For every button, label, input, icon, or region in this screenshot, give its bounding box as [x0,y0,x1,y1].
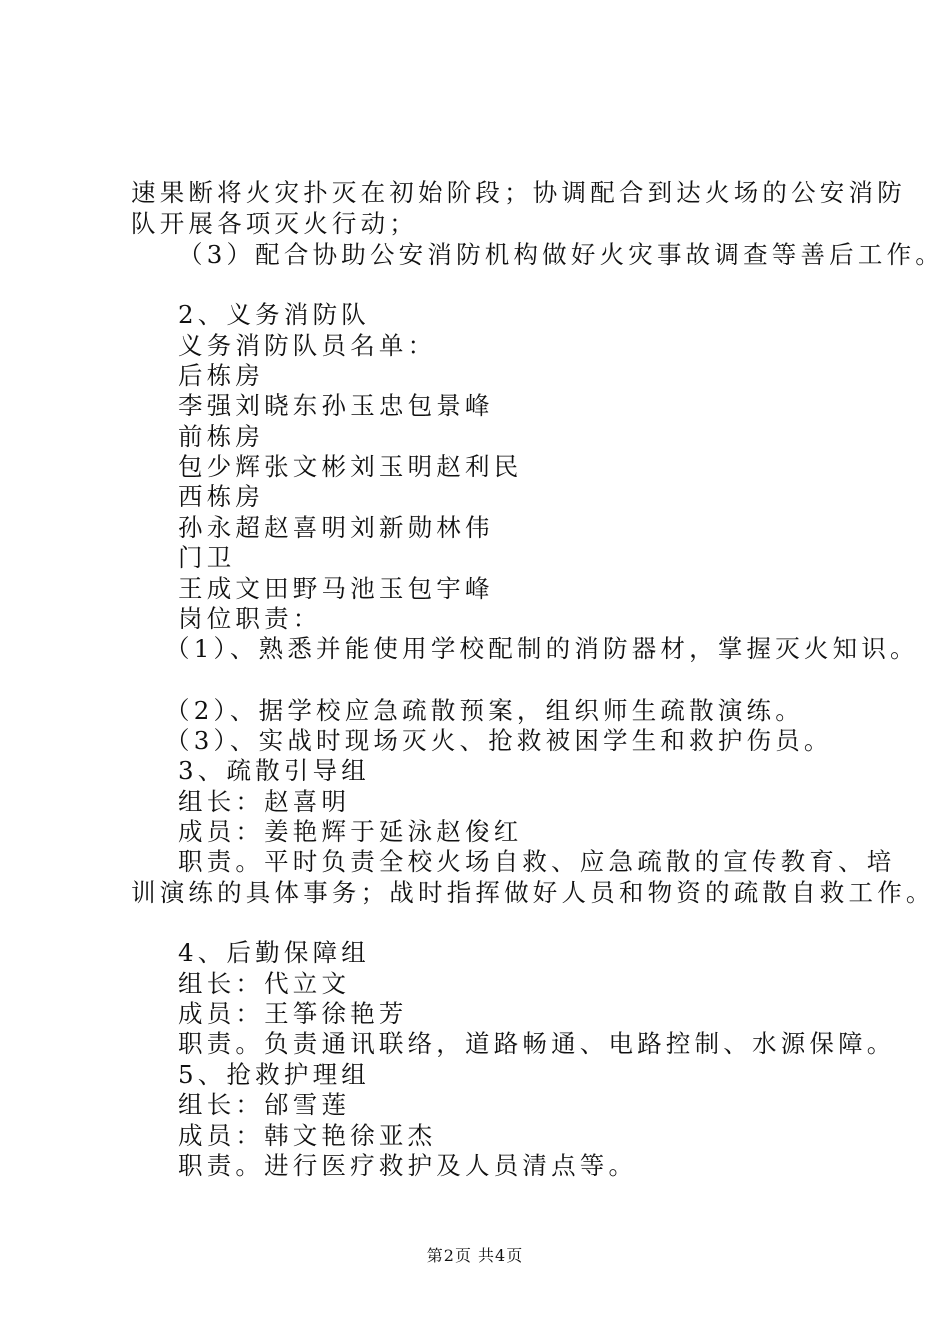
text-line: 义务消防队员名单： [178,331,437,360]
section-heading: 2、义务消防队 [178,300,370,329]
text-line: 李强刘晓东孙玉忠包景峰 [178,391,494,420]
text-line: 包少辉张文彬刘玉明赵利民 [178,452,523,481]
text-line: （3）配合协助公安消防机构做好火灾事故调查等善后工作。 [178,240,944,269]
text-line: 门卫 [178,543,236,572]
text-line: 组长：邰雪莲 [178,1090,351,1119]
text-line: 成员：韩文艳徐亚杰 [178,1121,437,1150]
text-line: 王成文田野马池玉包宇峰 [178,574,494,603]
text-line: 前栋房 [178,422,265,451]
text-line: 西栋房 [178,482,265,511]
text-line: 职责。负责通讯联络，道路畅通、电路控制、水源保障。 [178,1029,896,1058]
text-line: 队开展各项灭火行动； [131,209,418,238]
text-line: 成员：姜艳辉于延泳赵俊红 [178,817,523,846]
text-line: 职责。平时负责全校火场自救、应急疏散的宣传教育、培 [178,847,896,876]
page-footer: 第2页 共4页 [426,1246,524,1265]
section-heading: 5、抢救护理组 [178,1060,370,1089]
text-line: 组长：赵喜明 [178,787,351,816]
text-line: 训演练的具体事务；战时指挥做好人员和物资的疏散自救工作。 [131,878,935,907]
text-line: 后栋房 [178,361,265,390]
text-line: （3）、实战时现场灭火、抢救被困学生和救护伤员。 [165,726,833,755]
section-heading: 3、疏散引导组 [178,756,370,785]
text-line: 成员：王筝徐艳芳 [178,999,408,1028]
text-line: 岗位职责： [178,604,322,633]
text-line: 组长：代立文 [178,969,351,998]
text-line: （1）、熟悉并能使用学校配制的消防器材，掌握灭火知识。 [165,634,919,663]
text-line: 孙永超赵喜明刘新勋林伟 [178,513,494,542]
text-line: （2）、据学校应急疏散预案，组织师生疏散演练。 [165,696,804,725]
text-line: 职责。进行医疗救护及人员清点等。 [178,1151,638,1180]
section-heading: 4、后勤保障组 [178,938,370,967]
text-line: 速果断将火灾扑灭在初始阶段；协调配合到达火场的公安消防 [131,178,906,207]
